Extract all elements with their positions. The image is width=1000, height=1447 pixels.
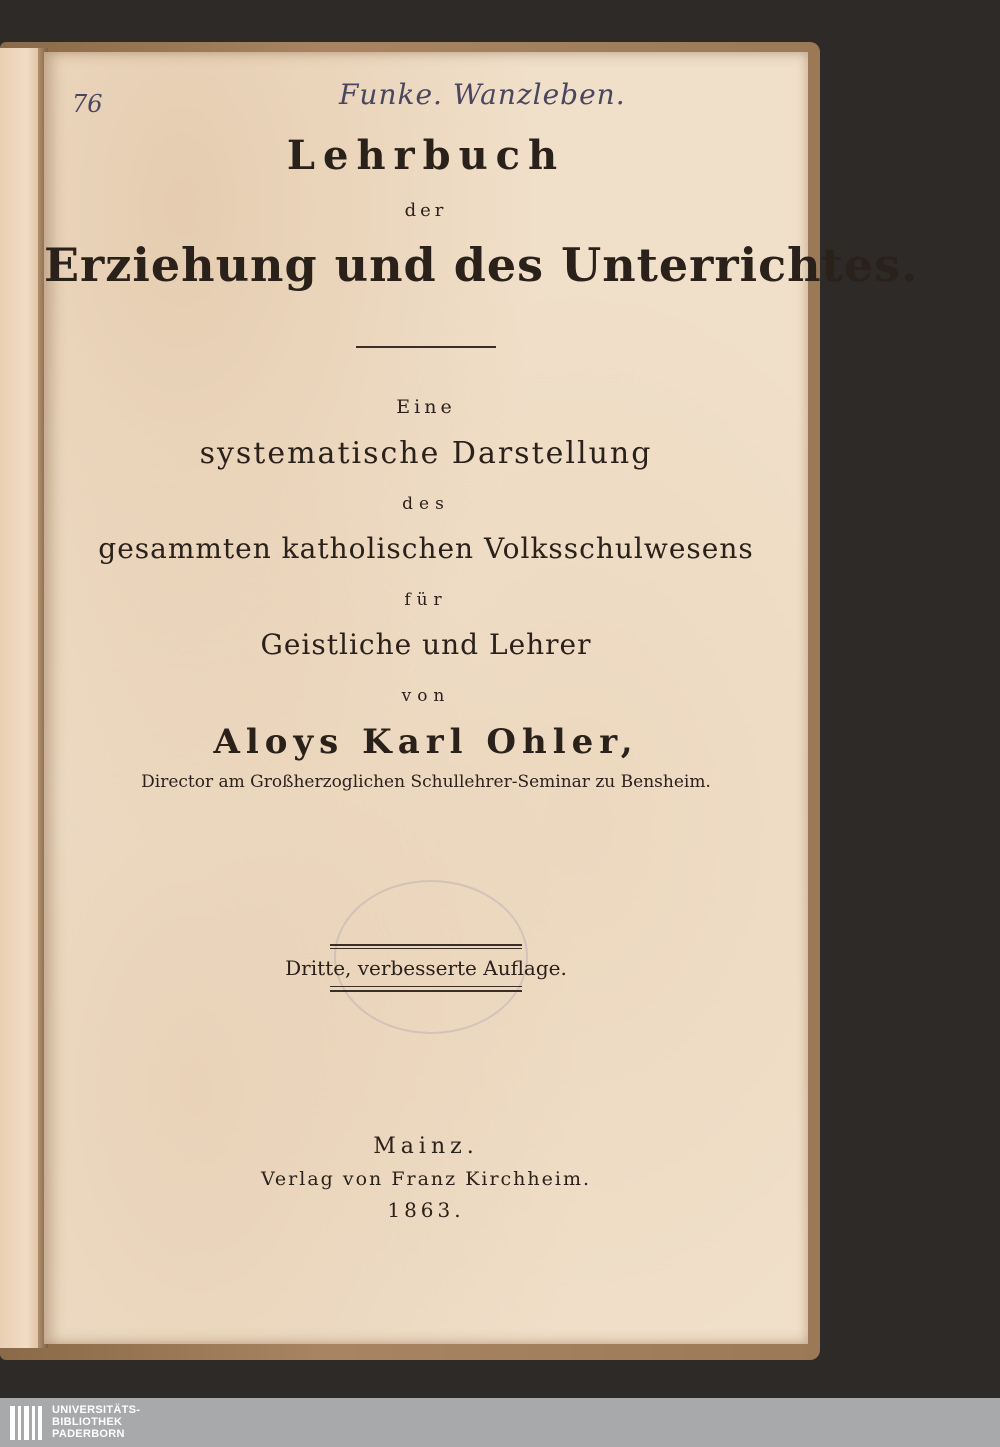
- library-footer-bar: [0, 1398, 1000, 1447]
- publication-place: Mainz.: [373, 1134, 479, 1159]
- title-page: [44, 52, 918, 1344]
- subtitle-line1: systematische Darstellung: [199, 436, 653, 471]
- logo-text-line1: UNIVERSITÄTS-: [52, 1404, 141, 1416]
- connector-von: von: [401, 686, 451, 706]
- handwritten-shelfmark: 76: [72, 90, 103, 118]
- edition-rule-top: [330, 944, 522, 946]
- subtitle-line3: Geistliche und Lehrer: [260, 628, 592, 661]
- edition-rule-top-thin: [330, 948, 522, 949]
- library-logo-icon: [8, 1404, 44, 1442]
- logo-text-line3: PADERBORN: [52, 1428, 125, 1440]
- edition-statement: Dritte, verbesserte Auflage.: [285, 956, 567, 980]
- edition-rule-bottom-thin: [330, 986, 522, 987]
- connector-eine: Eine: [396, 396, 456, 418]
- publication-year: 1863.: [387, 1198, 465, 1222]
- book-title: Lehrbuch: [286, 132, 566, 179]
- divider-rule: [356, 346, 496, 348]
- connector-des: des: [402, 494, 450, 514]
- publisher: Verlag von Franz Kirchheim.: [260, 1168, 592, 1190]
- subtitle-line2: gesammten katholischen Volksschulwesens: [98, 532, 754, 565]
- book-title-line2: Erziehung und des Unterrichtes.: [44, 238, 918, 292]
- author-name: Aloys Karl Ohler,: [213, 722, 639, 762]
- author-position: Director am Großherzoglichen Schullehrer-Seminar zu Bensheim.: [141, 772, 711, 792]
- edition-rule-bottom: [330, 990, 522, 992]
- logo-text-line2: BIBLIOTHEK: [52, 1416, 123, 1428]
- connector-der: der: [404, 200, 448, 221]
- handwritten-owner-note: Funke. Wanzleben.: [339, 78, 626, 111]
- connector-fuer: für: [404, 590, 448, 610]
